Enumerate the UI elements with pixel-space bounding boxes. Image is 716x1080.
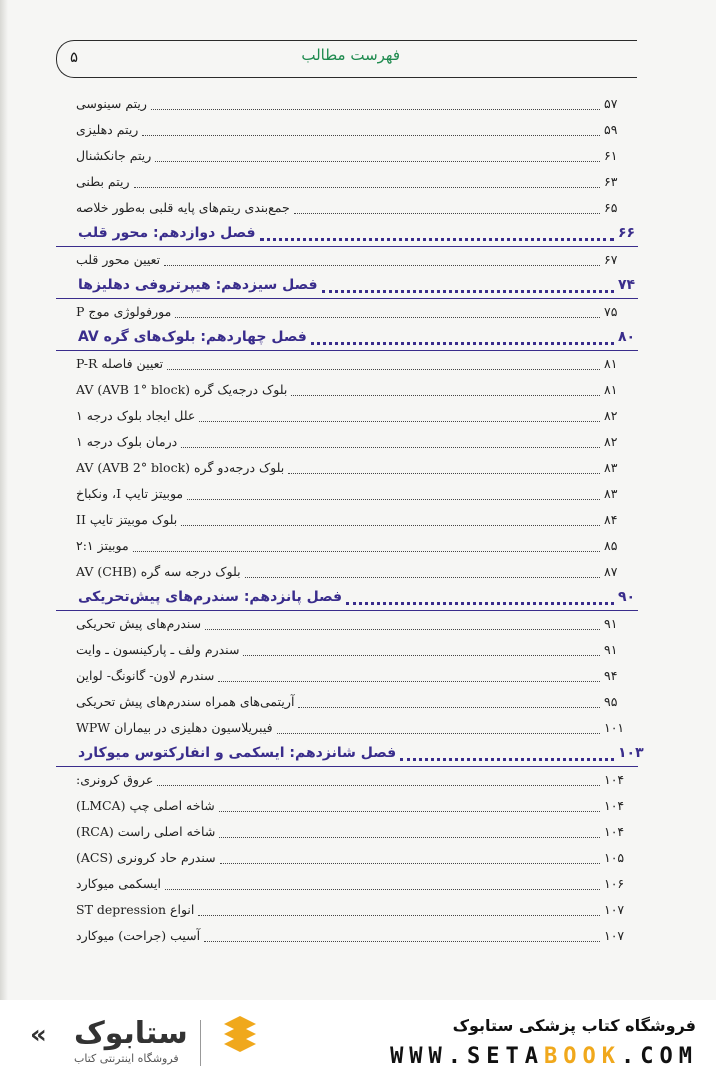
dot-leader [204, 929, 600, 942]
toc-entry [76, 558, 644, 584]
toc-entry [76, 246, 644, 272]
chapter-heading [78, 584, 658, 610]
toc-entry-title: سندرم‌های پیش تحریکی [76, 615, 202, 631]
toc-entry-page: ۸۱ [604, 355, 618, 371]
dot-leader [219, 799, 600, 812]
dot-leader [142, 123, 600, 136]
toc-entry-page: ۱۰۵ [604, 849, 625, 865]
toc-entry-title: بلوک موبیتز تایپ II [76, 511, 178, 527]
toc-entry-title: شاخه اصلی چپ (LMCA) [76, 797, 215, 813]
toc-entry-page: ۱۰۷ [604, 901, 625, 917]
toc-entry-page: ۱۰۴ [604, 823, 625, 839]
toc-entry-title: فصل دوازدهم: محور قلب [78, 225, 256, 241]
dot-leader [400, 746, 614, 761]
toc-entry-page: ۸۲ [604, 433, 618, 449]
toc-entry-page: ۶۳ [604, 173, 618, 189]
page-number: ۵ [70, 48, 79, 66]
toc-entry-title: مورفولوژی موج P [76, 303, 172, 319]
toc-entry [76, 714, 644, 740]
dot-leader [187, 487, 600, 500]
toc-entry-page: ۹۱ [604, 615, 618, 631]
dot-leader [298, 695, 600, 708]
toc-entry-page: ۱۰۴ [604, 797, 625, 813]
dot-leader [260, 226, 614, 241]
chapter-heading [78, 740, 658, 766]
toc-entry-title: تعیین محور قلب [76, 251, 161, 267]
dot-leader [165, 877, 600, 890]
toc-entry-title: فصل سیزدهم: هیپرتروفی دهلیزها [78, 277, 318, 293]
chevron-left-icon: « [30, 1020, 47, 1050]
dot-leader [219, 825, 600, 838]
toc-entry [76, 428, 644, 454]
toc-entry-title: موبیتز ۲:۱ [76, 537, 129, 553]
toc-entry-title: موبیتز تایپ I، ونکباخ [76, 485, 184, 501]
logo-wordmark: ستابوک [74, 1016, 188, 1051]
toc-entry-page: ۶۶ [618, 225, 636, 241]
dot-leader [288, 461, 600, 474]
toc-entry [76, 116, 644, 142]
toc-entry [76, 896, 644, 922]
dot-leader [164, 253, 600, 266]
toc-entry-title: سندرم حاد کرونری (ACS) [76, 849, 216, 865]
dot-leader [199, 409, 600, 422]
toc-entry-page: ۱۰۷ [604, 927, 625, 943]
dot-leader [157, 773, 600, 786]
dot-leader [175, 305, 600, 318]
dot-leader [220, 851, 600, 864]
dot-leader [181, 435, 600, 448]
toc-entry [76, 90, 644, 116]
dot-leader [322, 278, 614, 293]
dot-leader [155, 149, 600, 162]
logo-divider [200, 1020, 201, 1066]
toc-entry-title: سندرم لاون- گانونگ- لواین [76, 667, 215, 683]
toc-entry-title: فصل شانزدهم: ایسکمی و انفارکتوس میوکارد [78, 745, 397, 761]
toc-entry [76, 610, 644, 636]
toc-entry [76, 350, 644, 376]
toc-entry-title: بلوک درجه‌دو گره AV (AVB 2° block) [76, 459, 285, 475]
toc-entry-title: فیبریلاسیون دهلیزی در بیماران WPW [76, 719, 273, 735]
dot-leader [243, 643, 600, 656]
store-name: فروشگاه کتاب پزشکی ستابوک [452, 1016, 696, 1035]
logo-tagline: فروشگاه اینترنتی کتاب [74, 1052, 179, 1065]
toc-entry-title: شاخه اصلی راست (RCA) [76, 823, 216, 839]
toc-entry-title: فصل پانزدهم: سندرم‌های پیش‌تحریکی [78, 589, 343, 605]
toc-entry-page: ۸۷ [604, 563, 618, 579]
toc-entry [76, 168, 644, 194]
toc-entry-page: ۹۵ [604, 693, 618, 709]
dot-leader [346, 590, 614, 605]
dot-leader [245, 565, 600, 578]
dot-leader [294, 201, 600, 214]
toc-entry [76, 662, 644, 688]
toc-entry-page: ۶۱ [604, 147, 618, 163]
page-title: فهرست مطالب [301, 46, 400, 64]
toc-entry-page: ۸۳ [604, 459, 618, 475]
toc-entry-page: ۸۰ [618, 329, 636, 345]
book-stack-icon [220, 1014, 260, 1064]
toc-entry [76, 922, 644, 948]
toc-entry-title: آریتمی‌های همراه سندرم‌های پیش تحریکی [76, 693, 295, 709]
toc-entry-page: ۹۴ [604, 667, 618, 683]
toc-entry [76, 870, 644, 896]
toc-entry-title: انواع ST depression [76, 901, 195, 917]
toc-entry-page: ۸۱ [604, 381, 618, 397]
toc-entry [76, 376, 644, 402]
toc-entry-page: ۶۵ [604, 199, 618, 215]
toc-entry-title: سندرم ولف ـ پارکینسون ـ وایت [76, 641, 240, 657]
toc-entry-title: بلوک درجه‌یک گره AV (AVB 1° block) [76, 381, 288, 397]
toc-entry-page: ۸۵ [604, 537, 618, 553]
dot-leader [218, 669, 600, 682]
toc-entry [76, 194, 644, 220]
toc-entry [76, 142, 644, 168]
toc-entry [76, 402, 644, 428]
toc-entry-page: ۸۴ [604, 511, 618, 527]
toc-entry-title: جمع‌بندی ریتم‌های پایه قلبی به‌طور خلاصه [76, 199, 290, 215]
toc-entry [76, 454, 644, 480]
toc-entry-title: ایسکمی میوکارد [76, 875, 161, 891]
toc-entry-page: ۸۲ [604, 407, 618, 423]
toc-entry-page: ۵۷ [604, 95, 618, 111]
toc-entry [76, 532, 644, 558]
toc-entry-page: ۹۰ [618, 589, 636, 605]
toc-entry-page: ۱۰۳ [618, 745, 644, 761]
toc-entry [76, 818, 644, 844]
toc-entry [76, 480, 644, 506]
toc-entry-title: ریتم سینوسی [76, 95, 147, 111]
toc-entry-page: ۵۹ [604, 121, 618, 137]
toc-entry-page: ۹۱ [604, 641, 618, 657]
toc-entry [76, 844, 644, 870]
toc-entry-title: عروق کرونری: [76, 771, 154, 787]
website-link[interactable]: WWW.SETABOOK.COM [390, 1044, 698, 1069]
store-logo [30, 1012, 290, 1072]
dot-leader [167, 357, 600, 370]
dot-leader [205, 617, 600, 630]
dot-leader [291, 383, 600, 396]
toc-entry-page: ۷۵ [604, 303, 618, 319]
chapter-heading [78, 272, 658, 298]
toc-entry-title: بلوک درجه سه گره AV (CHB) [76, 563, 241, 579]
store-footer [0, 1000, 716, 1080]
dot-leader [181, 513, 600, 526]
toc-entry-page: ۱۰۴ [604, 771, 625, 787]
toc-entry-title: درمان بلوک درجه ۱ [76, 433, 178, 449]
toc-entry-page: ۱۰۱ [604, 719, 625, 735]
toc-entry [76, 298, 644, 324]
dot-leader [277, 721, 600, 734]
dot-leader [151, 97, 600, 110]
dot-leader [133, 539, 600, 552]
toc-entry-title: فصل چهاردهم: بلوک‌های گره AV [78, 329, 307, 345]
toc-entry-title: ریتم بطنی [76, 173, 130, 189]
toc-entry-title: تعیین فاصله P-R [76, 355, 164, 371]
dot-leader [134, 175, 600, 188]
dot-leader [198, 903, 600, 916]
toc-entry-page: ۶۷ [604, 251, 618, 267]
toc-entry-page: ۸۳ [604, 485, 618, 501]
toc-entry-title: ریتم دهلیزی [76, 121, 139, 137]
toc-entry-page: ۷۴ [618, 277, 636, 293]
toc-entry [76, 636, 644, 662]
toc-entry [76, 766, 644, 792]
toc-entry [76, 792, 644, 818]
toc-entry-title: ریتم جانکشنال [76, 147, 152, 163]
chapter-heading [78, 324, 658, 350]
toc-entry-title: آسیب (جراحت) میوکارد [76, 927, 201, 943]
toc-entry [76, 506, 644, 532]
toc-entry [76, 688, 644, 714]
dot-leader [311, 330, 614, 345]
toc-entry-page: ۱۰۶ [604, 875, 625, 891]
toc-entry-title: علل ایجاد بلوک درجه ۱ [76, 407, 196, 423]
chapter-heading [78, 220, 658, 246]
